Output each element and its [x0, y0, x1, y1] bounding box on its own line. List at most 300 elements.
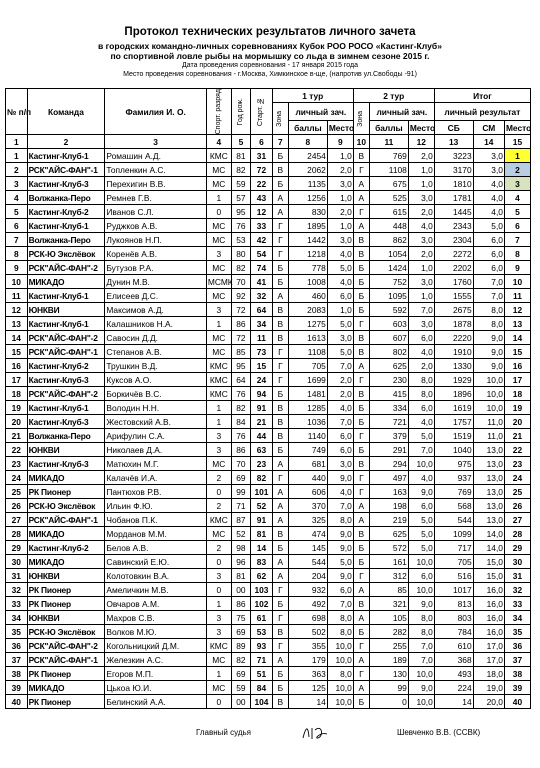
final-place-cell: 24 [504, 471, 530, 485]
team-cell: РСК"АЙС-ФАН"-2 [27, 639, 105, 653]
zone2-cell: Г [353, 205, 369, 219]
zone2-cell: В [353, 149, 369, 163]
final-place-cell: 11 [504, 289, 530, 303]
final-place-cell: 12 [504, 303, 530, 317]
points1-cell: 125 [288, 681, 327, 695]
place2-cell: 1,0 [408, 289, 434, 303]
sb-cell: 1781 [434, 191, 473, 205]
points2-cell: 198 [369, 499, 408, 513]
points1-cell: 492 [288, 597, 327, 611]
points1-cell: 1256 [288, 191, 327, 205]
place1-cell: 5,0 [327, 317, 353, 331]
team-cell: РСК"АЙС-ФАН"-2 [27, 387, 105, 401]
col-rank-header [206, 89, 231, 135]
row-number: 37 [6, 653, 28, 667]
year-cell: 00 [231, 695, 250, 709]
zone2-label: Зона [357, 110, 365, 127]
sb-cell: 2272 [434, 247, 473, 261]
sb-cell: 3223 [434, 149, 473, 163]
zone2-cell: Б [353, 541, 369, 555]
name-cell: Жестовский А.В. [105, 415, 207, 429]
final-place-cell: 15 [504, 345, 530, 359]
col-index: 2 [27, 135, 105, 149]
zone2-cell: А [353, 681, 369, 695]
table-row [6, 149, 531, 163]
row-number: 6 [6, 219, 28, 233]
points2-cell: 312 [369, 569, 408, 583]
row-number: 27 [6, 513, 28, 527]
table-row [6, 275, 531, 289]
name-cell: Цькоа Ю.И. [105, 681, 207, 695]
table-row [6, 373, 531, 387]
zone2-cell: Б [353, 303, 369, 317]
year-cell: 70 [231, 457, 250, 471]
points1-cell: 830 [288, 205, 327, 219]
final-place-cell: 21 [504, 429, 530, 443]
sb-cell: 1099 [434, 527, 473, 541]
zone1-cell: Г [272, 639, 288, 653]
zone2-cell: Г [353, 471, 369, 485]
points2-cell: 219 [369, 513, 408, 527]
name-cell: Белов А.В. [105, 541, 207, 555]
name-cell: Савосин Д.Д. [105, 331, 207, 345]
row-number: 38 [6, 667, 28, 681]
rank-cell: 1 [206, 597, 231, 611]
points1-cell: 2083 [288, 303, 327, 317]
place1-cell: 7,0 [327, 415, 353, 429]
year-cell: 86 [231, 597, 250, 611]
zone1-cell: Г [272, 345, 288, 359]
col-index: 14 [473, 135, 504, 149]
start-number-cell: 33 [251, 219, 273, 233]
final-place-cell: 34 [504, 611, 530, 625]
row-number: 30 [6, 555, 28, 569]
table-row [6, 289, 531, 303]
sm-cell: 10,0 [473, 387, 504, 401]
rank-cell: МС [206, 261, 231, 275]
sb-cell: 1757 [434, 415, 473, 429]
sm-cell: 6,0 [473, 261, 504, 275]
points1-cell: 606 [288, 485, 327, 499]
personal-result-header: личный результат [434, 103, 530, 121]
zone1-cell: Б [272, 443, 288, 457]
zone2-cell: Б [353, 401, 369, 415]
rank-cell: МС [206, 527, 231, 541]
year-cell: 53 [231, 233, 250, 247]
col-index: 3 [105, 135, 207, 149]
results-body [6, 135, 531, 709]
sm-cell: 3,0 [473, 163, 504, 177]
name-cell: Матюхин М.Г. [105, 457, 207, 471]
zone2-cell: Б [353, 275, 369, 289]
name-cell: Пантюхов Р.В. [105, 485, 207, 499]
col-index: 4 [206, 135, 231, 149]
points2-cell: 497 [369, 471, 408, 485]
table-row [6, 527, 531, 541]
page-title: Протокол технических результатов личного зачета [124, 26, 416, 38]
name-cell: Иванов С.Л. [105, 205, 207, 219]
start-number-cell: 21 [251, 415, 273, 429]
sm-cell: 18,0 [473, 667, 504, 681]
year-cell: 76 [231, 429, 250, 443]
year-cell: 80 [231, 247, 250, 261]
start-number-cell: 31 [251, 149, 273, 163]
place1-cell: 1,0 [327, 191, 353, 205]
rank-cell: 0 [206, 205, 231, 219]
place2-cell: 1,0 [408, 163, 434, 177]
rank-cell: 0 [206, 583, 231, 597]
year-cell: 81 [231, 569, 250, 583]
place1-cell: 6,0 [327, 443, 353, 457]
zone2-cell: Б [353, 555, 369, 569]
zone2-cell: Г [353, 163, 369, 177]
year-cell: 69 [231, 471, 250, 485]
year-cell: 82 [231, 653, 250, 667]
year-cell: 72 [231, 303, 250, 317]
start-number-cell: 42 [251, 233, 273, 247]
final-place-cell: 3 [504, 177, 530, 191]
zone2-cell: А [353, 219, 369, 233]
points2-cell: 105 [369, 611, 408, 625]
points2-cell: 1095 [369, 289, 408, 303]
year-cell: 92 [231, 289, 250, 303]
rank-cell: МС [206, 163, 231, 177]
points1-cell: 2062 [288, 163, 327, 177]
rank-cell: 3 [206, 569, 231, 583]
rank-cell: 0 [206, 555, 231, 569]
sb-cell: 813 [434, 597, 473, 611]
points2-cell: 769 [369, 149, 408, 163]
zone2-cell: Г [353, 667, 369, 681]
place2-cell: 6,0 [408, 331, 434, 345]
sm-cell: 17,0 [473, 653, 504, 667]
row-number: 1 [6, 149, 28, 163]
place1-cell: 6,0 [327, 289, 353, 303]
team-cell: РСК"АЙС-ФАН"-1 [27, 653, 105, 667]
place2-cell: 3,0 [408, 233, 434, 247]
rank-cell: МС [206, 233, 231, 247]
sb-cell: 1878 [434, 317, 473, 331]
final-place-cell: 7 [504, 233, 530, 247]
points1-cell: 14 [288, 695, 327, 709]
points1-cell: 698 [288, 611, 327, 625]
start-number-cell: 104 [251, 695, 273, 709]
team-cell: ЮНКВИ [27, 303, 105, 317]
start-number-cell: 43 [251, 191, 273, 205]
table-row [6, 205, 531, 219]
sb-cell: 717 [434, 541, 473, 555]
sb-header: СБ [434, 121, 473, 135]
final-place-cell: 20 [504, 415, 530, 429]
row-number: 20 [6, 415, 28, 429]
team-cell: МИКАДО [27, 555, 105, 569]
points2-cell: 675 [369, 177, 408, 191]
start-number-cell: 54 [251, 247, 273, 261]
sb-cell: 1519 [434, 429, 473, 443]
row-number: 12 [6, 303, 28, 317]
start-number-cell: 102 [251, 597, 273, 611]
start-number-cell: 91 [251, 401, 273, 415]
place2-cell: 4,0 [408, 219, 434, 233]
zone2-cell: Г [353, 373, 369, 387]
name-cell: Калачёв И.А. [105, 471, 207, 485]
name-cell: Махров С.В. [105, 611, 207, 625]
zone2-cell: В [353, 597, 369, 611]
col-index: 7 [272, 135, 288, 149]
points1-cell: 1699 [288, 373, 327, 387]
year-cell: 82 [231, 261, 250, 275]
zone1-cell: Б [272, 681, 288, 695]
points1-cell: 932 [288, 583, 327, 597]
table-row [6, 233, 531, 247]
name-cell: Белинский А.А. [105, 695, 207, 709]
zone2-cell: А [353, 513, 369, 527]
table-row [6, 219, 531, 233]
start-number-cell: 44 [251, 429, 273, 443]
place2-cell: 7,0 [408, 443, 434, 457]
zone1-cell: Г [272, 233, 288, 247]
zone1-cell: Г [272, 359, 288, 373]
final-place-cell: 4 [504, 191, 530, 205]
sm-cell: 6,0 [473, 233, 504, 247]
start-number-cell: 15 [251, 359, 273, 373]
table-row [6, 401, 531, 415]
zone1-cell: Б [272, 387, 288, 401]
sm-cell: 4,0 [473, 191, 504, 205]
team-cell: РСК-Ю Экслёвок [27, 499, 105, 513]
sb-cell: 1760 [434, 275, 473, 289]
zone2-cell: Г [353, 569, 369, 583]
zone2-cell: Б [353, 261, 369, 275]
table-row [6, 653, 531, 667]
points2-cell: 99 [369, 681, 408, 695]
team-cell: Кастинг-Клуб-2 [27, 541, 105, 555]
row-number: 24 [6, 471, 28, 485]
place1-cell: 2,0 [327, 373, 353, 387]
name-cell: Дунин М.В. [105, 275, 207, 289]
zone1-cell: А [272, 569, 288, 583]
zone1-cell: Б [272, 667, 288, 681]
sm-cell: 14,0 [473, 541, 504, 555]
zone1-label: Зона [276, 110, 284, 127]
zone1-cell: Г [272, 247, 288, 261]
final-place-cell: 29 [504, 541, 530, 555]
start-number-cell: 61 [251, 611, 273, 625]
place2-cell: 5,0 [408, 527, 434, 541]
points1-cell: 1481 [288, 387, 327, 401]
place2-cell: 5,0 [408, 513, 434, 527]
row-number: 9 [6, 261, 28, 275]
start-number-cell: 83 [251, 555, 273, 569]
team-cell: РСК"АЙС-ФАН"-1 [27, 345, 105, 359]
year-cell: 85 [231, 345, 250, 359]
points1-cell: 705 [288, 359, 327, 373]
rank-cell: КМС [206, 373, 231, 387]
row-number: 21 [6, 429, 28, 443]
sm-cell: 4,0 [473, 177, 504, 191]
team-cell: РК Пионер [27, 583, 105, 597]
row-number: 10 [6, 275, 28, 289]
start-number-cell: 22 [251, 177, 273, 191]
team-cell: Кастинг-Клуб-1 [27, 317, 105, 331]
table-row [6, 317, 531, 331]
points2-cell: 1424 [369, 261, 408, 275]
results-table [5, 88, 531, 709]
row-number: 22 [6, 443, 28, 457]
year-cell: 82 [231, 163, 250, 177]
sm-cell: 15,0 [473, 555, 504, 569]
start-number-cell: 12 [251, 205, 273, 219]
place2-cell: 4,0 [408, 471, 434, 485]
row-number: 7 [6, 233, 28, 247]
zone2-cell: В [353, 527, 369, 541]
final-place-cell: 31 [504, 569, 530, 583]
final-place-cell: 27 [504, 513, 530, 527]
place1-cell: 7,0 [327, 359, 353, 373]
points1-cell: 1613 [288, 331, 327, 345]
year-cell: 86 [231, 443, 250, 457]
name-cell: Морданов М.М. [105, 527, 207, 541]
table-row [6, 555, 531, 569]
points1-cell: 1008 [288, 275, 327, 289]
row-number: 23 [6, 457, 28, 471]
zone1-cell: В [272, 163, 288, 177]
start-number-cell: 23 [251, 457, 273, 471]
sb-cell: 784 [434, 625, 473, 639]
personal1-header: личный зач. [288, 103, 353, 121]
zone1-cell: Б [272, 261, 288, 275]
place1-cell: 4,0 [327, 485, 353, 499]
points1-cell: 1036 [288, 415, 327, 429]
points1-cell: 474 [288, 527, 327, 541]
zone1-cell: А [272, 513, 288, 527]
place1-cell: 9,0 [327, 569, 353, 583]
place1-cell: 4,0 [327, 275, 353, 289]
points2-cell: 603 [369, 317, 408, 331]
rank-cell: 3 [206, 625, 231, 639]
row-number: 32 [6, 583, 28, 597]
row-number: 16 [6, 359, 28, 373]
zone1-cell: А [272, 289, 288, 303]
year-cell: 82 [231, 401, 250, 415]
points1-cell: 544 [288, 555, 327, 569]
year-cell: 99 [231, 485, 250, 499]
place1-cell: 7,0 [327, 597, 353, 611]
zone2-cell: А [353, 177, 369, 191]
zone1-cell: Б [272, 541, 288, 555]
table-row [6, 681, 531, 695]
final-place-cell: 13 [504, 317, 530, 331]
sm-cell: 13,0 [473, 485, 504, 499]
final-place-cell: 17 [504, 373, 530, 387]
sm-cell: 7,0 [473, 275, 504, 289]
points2-cell: 625 [369, 359, 408, 373]
place2-cell: 3,0 [408, 191, 434, 205]
year-cell: 95 [231, 359, 250, 373]
name-cell: Елисеев Д.С. [105, 289, 207, 303]
zone2-cell: Б [353, 415, 369, 429]
place1-cell: 9,0 [327, 527, 353, 541]
team-cell: МИКАДО [27, 275, 105, 289]
start-number-cell: 94 [251, 387, 273, 401]
points2-cell: 291 [369, 443, 408, 457]
sm-cell: 7,0 [473, 289, 504, 303]
rank-cell: 3 [206, 303, 231, 317]
final-place-cell: 30 [504, 555, 530, 569]
start-number-cell: 71 [251, 653, 273, 667]
table-row [6, 457, 531, 471]
points2-cell: 163 [369, 485, 408, 499]
start-number-cell: 51 [251, 667, 273, 681]
final-place-cell: 10 [504, 275, 530, 289]
points2-cell: 282 [369, 625, 408, 639]
zone1-cell: Г [272, 583, 288, 597]
points1-cell: 363 [288, 667, 327, 681]
points2-cell: 572 [369, 541, 408, 555]
col-index: 5 [231, 135, 250, 149]
points2-cell: 448 [369, 219, 408, 233]
place2-cell: 4,0 [408, 345, 434, 359]
rank-cell: 1 [206, 317, 231, 331]
zone1-cell: В [272, 415, 288, 429]
col-year-label: Год рож. [236, 97, 244, 126]
row-number: 14 [6, 331, 28, 345]
year-cell: 84 [231, 415, 250, 429]
date-line: Дата проведения соревнования - 17 января 2015 года [181, 62, 359, 69]
start-number-cell: 41 [251, 275, 273, 289]
sm-cell: 11,0 [473, 415, 504, 429]
sm-cell: 9,0 [473, 359, 504, 373]
row-number: 18 [6, 387, 28, 401]
zone2-cell: А [353, 191, 369, 205]
place1-cell: 1,0 [327, 303, 353, 317]
team-cell: Кастинг-Клуб-1 [27, 289, 105, 303]
table-row [6, 541, 531, 555]
place2-cell: 3,0 [408, 317, 434, 331]
team-cell: Волжанка-Перо [27, 429, 105, 443]
rank-cell: 3 [206, 429, 231, 443]
rank-cell: КМС [206, 387, 231, 401]
rank-cell: МС [206, 219, 231, 233]
sm-cell: 16,0 [473, 611, 504, 625]
sb-cell: 493 [434, 667, 473, 681]
table-row [6, 261, 531, 275]
final-place-cell: 23 [504, 457, 530, 471]
table-row [6, 513, 531, 527]
final-place-cell: 16 [504, 359, 530, 373]
table-row [6, 177, 531, 191]
start-number-cell: 84 [251, 681, 273, 695]
start-number-cell: 91 [251, 513, 273, 527]
place2-cell: 1,0 [408, 261, 434, 275]
points2-cell: 294 [369, 457, 408, 471]
row-number: 29 [6, 541, 28, 555]
final-place-cell: 8 [504, 247, 530, 261]
zone1-cell: А [272, 653, 288, 667]
place2-cell: 7,0 [408, 653, 434, 667]
sb-cell: 368 [434, 653, 473, 667]
sm-cell: 13,0 [473, 471, 504, 485]
rank-cell: 2 [206, 541, 231, 555]
points2-cell: 255 [369, 639, 408, 653]
team-cell: РК Пионер [27, 485, 105, 499]
place1-cell: 10,0 [327, 639, 353, 653]
zone2-header [353, 103, 369, 135]
rank-cell: МС [206, 653, 231, 667]
sb-cell: 1910 [434, 345, 473, 359]
final-place-cell: 33 [504, 597, 530, 611]
place2-cell: 9,0 [408, 597, 434, 611]
